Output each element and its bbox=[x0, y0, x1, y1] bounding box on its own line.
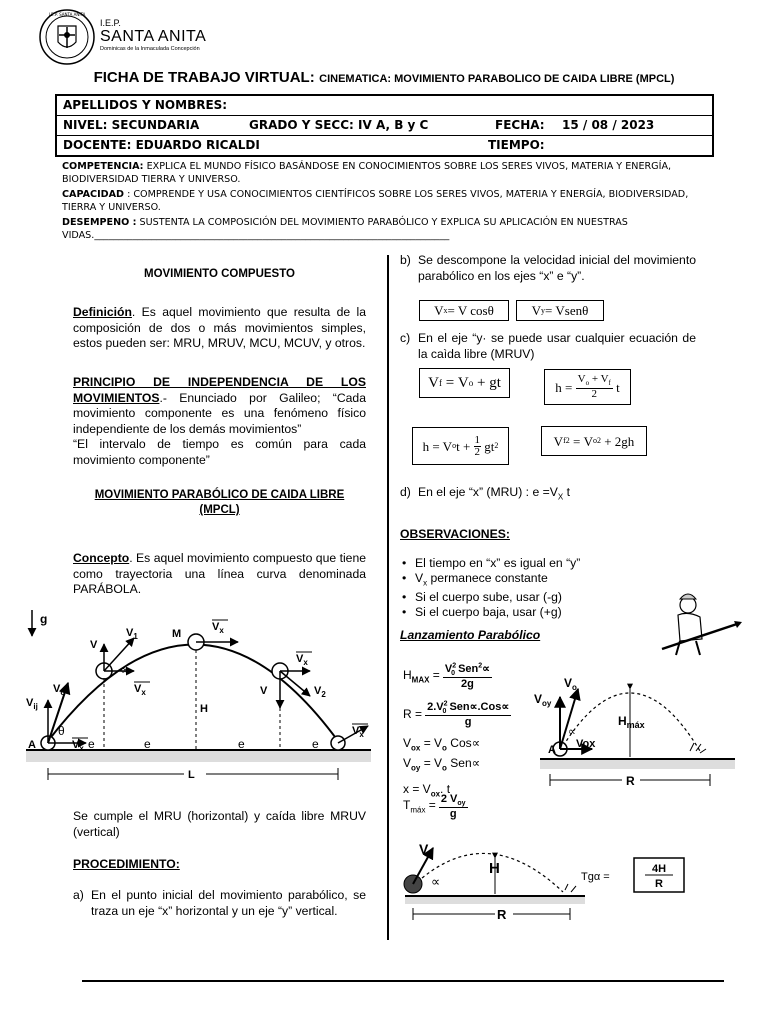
l-label: L bbox=[188, 769, 195, 781]
mov-compuesto-heading: MOVIMIENTO COMPUESTO bbox=[143, 268, 295, 280]
formula-h-avg: h = $V_o + V_f$ 2 t bbox=[544, 369, 631, 405]
paso-c-text: En el eje “y· se puede usar cualquier ecuación de la caìda libre (MRUV) bbox=[418, 331, 696, 361]
formula-vy: V y = Vsenθ bbox=[516, 300, 604, 321]
capacidad-label: CAPACIDAD bbox=[62, 188, 125, 200]
formula-r: R = $2.V^2_0$ Sen∝.Cos∝ g bbox=[403, 700, 510, 729]
paso-b-item bbox=[400, 253, 696, 284]
e-label-4: e bbox=[312, 737, 319, 751]
formula-tmax: $T_{máx}$ = 2 $V_{oy}$ g bbox=[403, 793, 466, 821]
brand-subtitle: Dominicas de la Inmaculada Concepción bbox=[100, 46, 200, 52]
vx-top-label: $V_x$ bbox=[212, 621, 224, 635]
vo-label: $V_o$ bbox=[53, 683, 66, 697]
formula-vx: V x = V cosθ bbox=[419, 300, 509, 321]
alpha-label-2: ∝ bbox=[568, 726, 576, 738]
paso-b-text: Se descompone la velocidad inicial del movimiento parabólico en los ejes “x” e “y”. bbox=[418, 253, 696, 283]
obs-item-4: • Si el cuerpo baja, usar (+g) bbox=[415, 605, 697, 620]
principio-text: .- Enunciado por Galileo; “Cada movimiento componente es una fenómeno físico independiente de los demás movimientos” bbox=[73, 390, 366, 436]
info-row-name bbox=[57, 96, 712, 116]
ground bbox=[26, 750, 371, 762]
info-row-level bbox=[57, 116, 712, 136]
paso-a-text: En el punto inicial del movimiento parabólico, se traza un eje “x” horizontal y un eje “y” vertical. bbox=[91, 888, 366, 918]
cumple-text: Se cumple el MRU (horizontal) y caída libre MRUV (vertical) bbox=[73, 809, 366, 839]
m-label: M bbox=[172, 628, 182, 640]
formula-hmax: $H_{MAX}$ = $V^2_0$ Sen$^2$∝ 2g bbox=[403, 662, 491, 691]
formula-vox: $V_{ox} = V_o$ Cos∝ bbox=[403, 736, 481, 753]
e-label-1: e bbox=[88, 737, 95, 751]
concepto-text: . Es aquel movimiento compuesto que tiene como trayectoria una línea curva denominada PARÁBOLA. bbox=[73, 551, 366, 596]
lanzamiento-diagram bbox=[530, 655, 740, 795]
worker-illustration bbox=[660, 591, 742, 657]
school-brand bbox=[100, 18, 206, 53]
v-right-label: V bbox=[260, 685, 268, 697]
lanzamiento-title: Lanzamiento Parabólico bbox=[400, 628, 541, 642]
concepto-paragraph bbox=[73, 551, 366, 598]
a-label: A bbox=[28, 739, 36, 751]
paso-b-mark: b) bbox=[400, 253, 411, 267]
vx-label-1: $V_x$ bbox=[134, 683, 146, 697]
definicion-text: . Es aquel movimiento que resulta de la composición de dos o más movimientos simples, estos pueden ser: MRU, MRUV, MCU, MCUV, y otros. bbox=[73, 305, 366, 350]
paso-d-mark: d) bbox=[400, 485, 411, 499]
trajectory-curve bbox=[48, 645, 338, 742]
component-formulas bbox=[403, 736, 480, 802]
v-label-1: V bbox=[90, 639, 98, 651]
brand-iep: I.E.P. bbox=[100, 18, 121, 28]
v1-label: $V_1$ bbox=[126, 627, 138, 641]
a-label-2: A bbox=[548, 744, 556, 756]
e-label-2: e bbox=[144, 737, 151, 751]
competencia-label: COMPETENCIA: bbox=[62, 161, 144, 172]
intervalo-text: “El intervalo de tiempo es común para cada movimiento componente” bbox=[73, 437, 366, 467]
paso-c-mark: c) bbox=[400, 331, 411, 345]
title-topic: CINEMATICA: MOVIMIENTO PARABOLICO DE CAIDA LIBRE (MPCL) bbox=[319, 73, 675, 85]
vox-label: Vox bbox=[576, 738, 596, 750]
grado-label: GRADO Y SECC: IV A, B y C bbox=[249, 118, 429, 132]
principio-paragraph bbox=[73, 375, 366, 468]
obs-item-1: • El tiempo en “x” es igual en “y” bbox=[415, 556, 697, 571]
formula-h-time: h = V o t + 1 2 gt 2 bbox=[412, 427, 509, 465]
footer-rule bbox=[82, 980, 724, 982]
h-label-3: H bbox=[489, 860, 500, 877]
principio-label: PRINCIPIO DE INDEPENDENCIA DE LOS MOVIMIENTOS bbox=[73, 375, 366, 405]
apellidos-label: APELLIDOS Y NOMBRES: bbox=[63, 98, 228, 112]
observaciones-list bbox=[401, 556, 697, 620]
page-title bbox=[0, 69, 768, 87]
competencia-text: EXPLICA EL MUNDO FÍSICO BASÁNDOSE EN CONOCIMIENTOS SOBRE LOS SERES VIVOS, MATERIA Y ENERGÍA, BIODIVERSIDAD TIERRA Y UNIVERSO. bbox=[62, 161, 672, 186]
fecha-label: FECHA: bbox=[495, 118, 545, 132]
desempeno-label: DESEMPENO : bbox=[62, 216, 137, 228]
e-label-3: e bbox=[238, 737, 245, 751]
formula-x: $x = V_{ox}$. t bbox=[403, 781, 451, 799]
capacidad-text: : COMPRENDE Y USA CONOCIMIENTOS CIENTÍFICOS SOBRE LOS SERES VIVOS, MATERIA Y ENERGÍA, BIODIVERSIDAD, TIERRA Y UNIVERSO. bbox=[62, 188, 689, 214]
formula-vf-squared: V f 2 = V o 2 + 2gh bbox=[541, 426, 647, 456]
docente-label: DOCENTE: EDUARDO RICALDI bbox=[63, 138, 260, 152]
svg-text:I.E.P. SANTA ANITA: I.E.P. SANTA ANITA bbox=[48, 12, 86, 17]
vx-end-label: $V_x$ bbox=[352, 725, 364, 739]
vo-label-2: $V_o$ bbox=[564, 676, 577, 692]
tiempo-label: TIEMPO: bbox=[488, 138, 545, 152]
obs-item-2: • $V_x$ permanece constante bbox=[415, 571, 697, 590]
concepto-label: Concepto bbox=[73, 551, 130, 565]
competencia-block bbox=[62, 160, 712, 243]
definicion-paragraph bbox=[73, 305, 366, 352]
parabolic-trajectory-diagram bbox=[16, 608, 381, 788]
r-label-3: R bbox=[497, 907, 507, 922]
voy-label: $V_{oy}$ bbox=[534, 692, 552, 708]
procedimiento-heading: PROCEDIMIENTO: bbox=[73, 857, 180, 871]
tan-den: R bbox=[655, 878, 663, 890]
h-label: H bbox=[200, 703, 208, 715]
v2-label: $V_2$ bbox=[314, 685, 326, 699]
r-label-2: R bbox=[626, 774, 635, 788]
nivel-label: NIVEL: SECUNDARIA bbox=[63, 118, 200, 132]
brand-school-name: SANTA ANITA bbox=[100, 28, 207, 45]
tan-num: 4H bbox=[651, 863, 667, 875]
alpha-label-3: ∝ bbox=[431, 874, 441, 889]
tangent-diagram bbox=[395, 838, 695, 928]
fecha-value: 15 / 08 / 2023 bbox=[562, 118, 655, 132]
paso-a-mark: a) bbox=[73, 888, 84, 902]
v-label-3: V bbox=[419, 841, 429, 857]
formula-voy: $V_{oy} = V_o$ Sen∝ bbox=[403, 755, 481, 773]
mpcl-heading: MOVIMIENTO PARABÓLICO DE CAIDA LIBRE (MPCL) bbox=[94, 489, 345, 516]
observaciones-heading: OBSERVACIONES: bbox=[400, 527, 510, 541]
hmax-label: $H_{máx}$ bbox=[618, 714, 645, 730]
paso-d-text: En el eje “x” (MRU) : e =V bbox=[418, 485, 558, 499]
vij-label: $V_{ij}$ bbox=[26, 697, 38, 711]
desempeno-text: SUSTENTA LA COMPOSICIÓN DEL MOVIMIENTO PARABÓLICO Y EXPLICA SU APLICACIÓN EN NUESTRAS VIDAS.__________________________________________________________________________ bbox=[62, 216, 628, 242]
title-main: FICHA DE TRABAJO VIRTUAL: bbox=[93, 69, 315, 86]
vx-right-label: $V_x$ bbox=[296, 653, 308, 667]
obs-item-3: • Si el cuerpo sube, usar (-g) bbox=[415, 590, 697, 605]
info-row-docente bbox=[57, 136, 712, 155]
column-divider bbox=[387, 255, 389, 940]
tan-label: Tgα = bbox=[581, 871, 610, 883]
alpha-label: ∝ bbox=[120, 663, 129, 677]
paso-a-item bbox=[73, 888, 366, 919]
vx-a-label: $V_x$ bbox=[72, 739, 84, 753]
definicion-label: Definición bbox=[73, 305, 132, 319]
g-label: g bbox=[40, 612, 48, 626]
paso-c-item bbox=[400, 331, 696, 362]
student-info-table bbox=[55, 94, 714, 157]
formula-vf: V f = V o + gt bbox=[419, 368, 510, 398]
school-seal-logo bbox=[38, 8, 96, 66]
paso-d-item: d) En el eje “x” (MRU) : $e =V_X$ t bbox=[400, 485, 570, 502]
theta-label: θ bbox=[58, 724, 65, 738]
